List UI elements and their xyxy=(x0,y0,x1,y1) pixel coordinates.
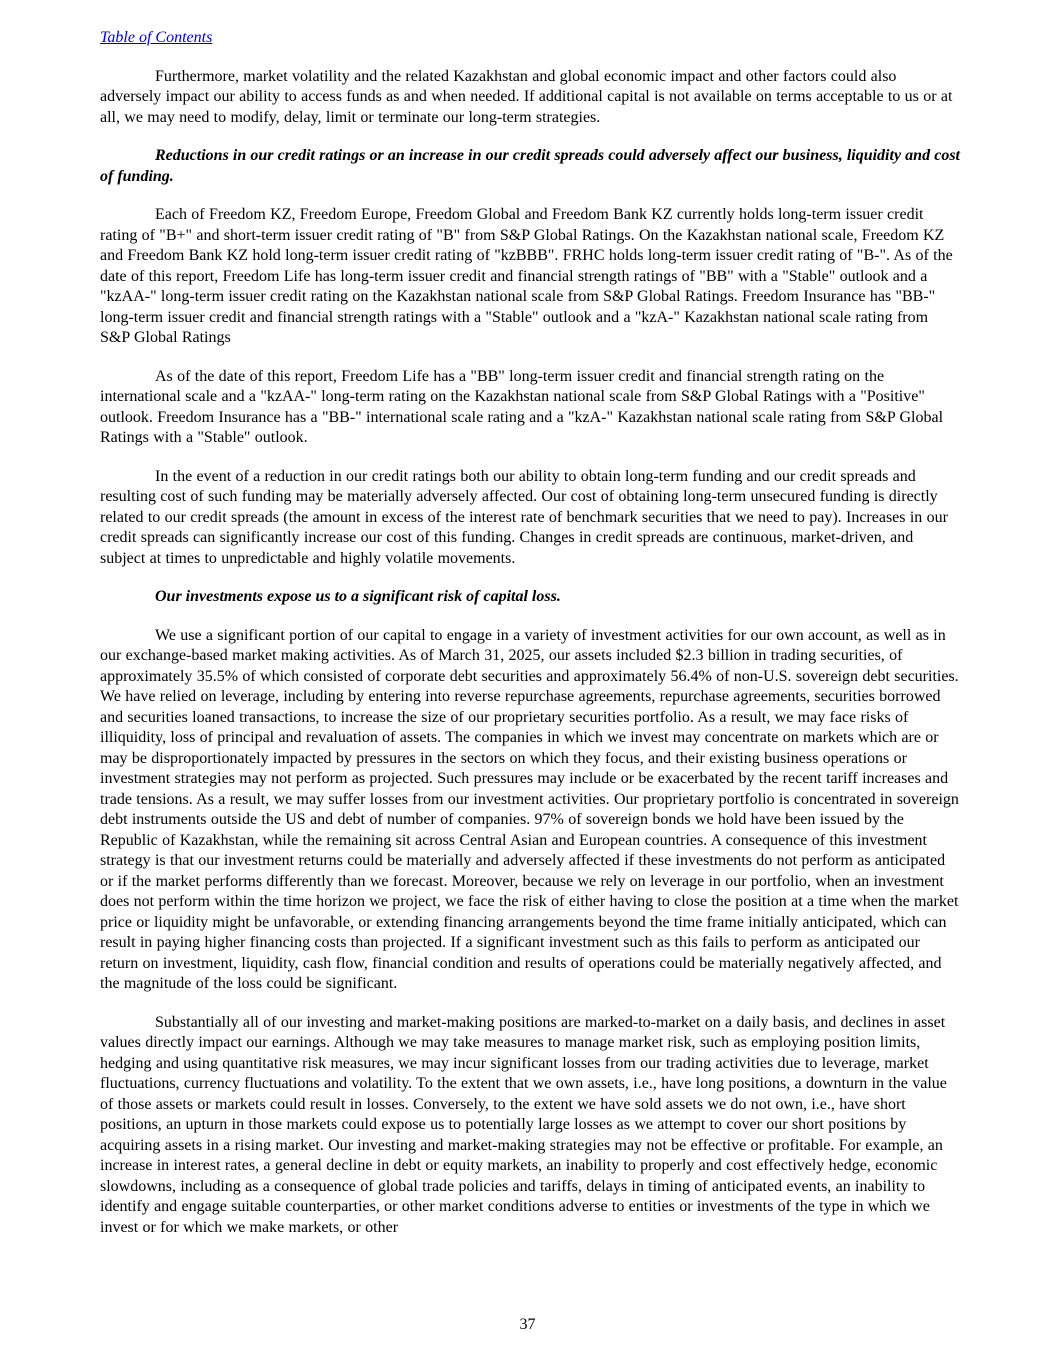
toc-line xyxy=(100,28,960,49)
paragraph-credit-spreads: In the event of a reduction in our credit ratings both our ability to obtain long-term funding and our credit spreads and resulting cost of such funding may be materially adversely affected. Our cost of obtaining long-term unsecured funding is directly related to our credit spreads (the amount in excess of the interest rate of benchmark securities that we need to pay). Increases in our credit spreads can significantly increase our cost of this funding. Changes in credit spreads are continuous, market-driven, and subject at times to unpredictable and highly volatile movements. xyxy=(100,467,948,567)
page-number: 37 xyxy=(519,1315,536,1333)
table-of-contents-link[interactable]: Table of Contents xyxy=(100,29,213,46)
paragraph-investment-activities: We use a significant portion of our capital to engage in a variety of investment activities for our own account, as well as in our exchange-based market making activities. As of March 31, 2025, our assets included $2.3 billion in trading securities, of approximately 35.5% of which consisted of corporate debt securities and approximately 56.4% of non-U.S. sovereign debt securities. We have relied on leverage, including by entering into reverse repurchase agreements, repurchase agreements, securities borrowed and securities loaned transactions, to increase the size of our proprietary securities portfolio. As a result, we may face risks of illiquidity, loss of principal and revaluation of assets. The companies in which we invest may concentrate on markets which are or may be disproportionately impacted by pressures in the sectors on which they focus, and their existing business operations or investment strategies may not perform as projected. Such pressures may include or be exacerbated by the recent tariff increases and trade tensions. As a result, we may suffer losses from our investment activities. Our proprietary portfolio is concentrated in sovereign debt instruments outside the US and debt of number of companies. 97% of sovereign bonds we hold have been issued by the Republic of Kazakhstan, while the remaining sit across Central Asian and European countries. A consequence of this investment strategy is that our investment returns could be materially and adversely affected if these investments do not perform as anticipated or if the market performs differently than we forecast. Moreover, because we rely on leverage in our portfolio, when an investment does not perform within the time horizon we project, we face the risk of either having to close the position at a time when the market price or liquidity might be unfavorable, or extending financing arrangements beyond the time frame initially anticipated, which can result in paying higher financing costs than projected. If a significant investment such as this fails to perform as anticipated our return on investment, liquidity, cash flow, financial condition and results of operations could be materially negatively affected, and the magnitude of the loss could be significant. xyxy=(100,626,959,992)
paragraph-freedom-life-ratings: As of the date of this report, Freedom Life has a "BB" long-term issuer credit and financial strength rating on the international scale and a "kzAA-" long-term rating on the Kazakhstan national scale from S&P Global Ratings with a "Positive" outlook. Freedom Insurance has a "BB-" international scale rating and a "kzA-" Kazakhstan national scale rating from S&P Global Ratings with a "Stable" outlook. xyxy=(100,367,944,446)
paragraph-credit-ratings-detail: Each of Freedom KZ, Freedom Europe, Freedom Global and Freedom Bank KZ currently holds long-term issuer credit rating of "B+" and short-term issuer credit rating of "B" from S&P Global Ratings. On the Kazakhstan national scale, Freedom KZ and Freedom Bank KZ hold long-term issuer credit rating of "kzBBB". FRHC holds long-term issuer credit rating of "B-". As of the date of this report, Freedom Life has long-term issuer credit and financial strength ratings of "BB" with a "Stable" outlook and a "kzAA-" long-term issuer credit rating on the Kazakhstan national scale from S&P Global Ratings. Freedom Insurance has "BB-" long-term issuer credit and financial strength ratings with a "Stable" outlook and a "kzA-" Kazakhstan national scale rating from S&P Global Ratings xyxy=(100,206,953,346)
risk-heading-investments: Our investments expose us to a significant risk of capital loss. xyxy=(155,588,561,605)
paragraph-market-making: Substantially all of our investing and market-making positions are marked-to-market on a daily basis, and declines in asset values directly impact our earnings. Although we may take measures to manage market risk, such as employing position limits, hedging and using quantitative risk measures, we may incur significant losses from our trading activities due to leverage, market fluctuations, currency fluctuations and volatility. To the extent that we own assets, i.e., have long positions, a downturn in the value of those assets or markets could result in losses. Conversely, to the extent we have sold assets we do not own, i.e., have short positions, an upturn in those markets could expose us to potentially large losses as we attempt to cover our short positions by acquiring assets in a rising market. Our investing and market-making strategies may not be effective or profitable. For example, an increase in interest rates, a general decline in debt or equity markets, an inability to properly and cost effectively hedge, economic slowdowns, including as a consequence of global trade policies and tariffs, delays in timing of anticipated events, an inability to identify and engage suitable counterparties, or other market conditions adverse to entities or investments of the type in which we invest or for which we make markets, or other xyxy=(100,1013,947,1236)
paragraph-market-volatility: Furthermore, market volatility and the related Kazakhstan and global economic impact and other factors could also adversely impact our ability to access funds as and when needed. If additional capital is not available on terms acceptable to us or at all, we may need to modify, delay, limit or terminate our long-term strategies. xyxy=(100,67,953,126)
risk-heading-credit-ratings: Reductions in our credit ratings or an increase in our credit spreads could adversely affect our business, liquidity and cost of funding. xyxy=(100,147,960,185)
